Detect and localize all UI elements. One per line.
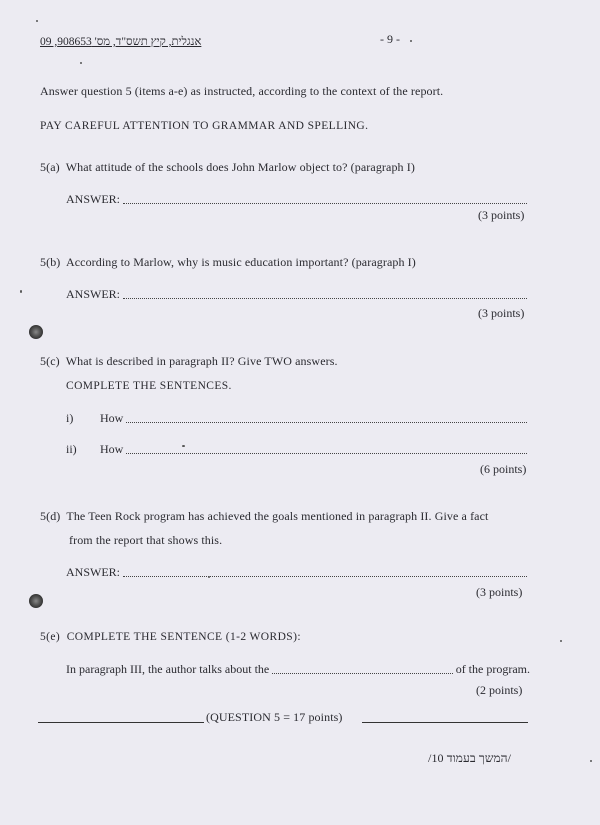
sentence-start: In paragraph III, the author talks about the xyxy=(66,662,270,676)
answer-label: ANSWER: xyxy=(66,565,120,579)
question-total: (QUESTION 5 = 17 points) xyxy=(206,710,343,724)
answer-blank-5b[interactable] xyxy=(123,297,527,299)
question-5e xyxy=(40,631,301,643)
sentence-5e xyxy=(66,662,530,677)
scan-mark xyxy=(29,594,43,608)
scan-speck xyxy=(590,760,592,762)
points-5d: (3 points) xyxy=(476,585,523,599)
answer-line-5c-i xyxy=(66,411,530,426)
points-5c: (6 points) xyxy=(480,462,527,476)
answer-line-5c-ii xyxy=(66,442,530,457)
points-5b: (3 points) xyxy=(478,306,525,320)
header-exam-info: אנגלית, קיץ תשס"ד, מס' 908653, 09 xyxy=(40,36,202,48)
scan-mark xyxy=(29,325,43,339)
question-text: The Teen Rock program has achieved the goals mentioned in paragraph II. Give a fact xyxy=(66,509,489,523)
points-5e: (2 points) xyxy=(476,683,523,697)
answer-line-5b xyxy=(66,287,530,302)
answer-blank-5d[interactable] xyxy=(123,575,527,577)
question-5d xyxy=(40,509,488,524)
question-text: COMPLETE THE SENTENCE (1-2 WORDS): xyxy=(66,631,301,643)
continue-note: /המשך בעמוד 10/ xyxy=(428,751,512,765)
answer-line-5d xyxy=(66,565,530,580)
item-word: How xyxy=(100,411,124,425)
question-label: 5(b) xyxy=(40,255,61,269)
question-text: According to Marlow, why is music education important? (paragraph I) xyxy=(65,255,416,269)
instructions-caps: PAY CAREFUL ATTENTION TO GRAMMAR AND SPELLING. xyxy=(40,120,369,132)
scan-speck xyxy=(208,576,210,578)
scan-speck xyxy=(410,40,412,42)
divider-right xyxy=(362,722,528,723)
question-5b xyxy=(40,255,416,270)
question-label: 5(a) xyxy=(40,160,60,174)
item-number: i) xyxy=(66,411,74,425)
scan-speck xyxy=(20,290,22,293)
question-label: 5(d) xyxy=(40,509,61,523)
question-label: 5(c) xyxy=(40,354,60,368)
instructions-line: Answer question 5 (items a-e) as instructed, according to the context of the report. xyxy=(40,84,444,98)
answer-label: ANSWER: xyxy=(66,287,120,301)
scan-speck xyxy=(182,445,185,447)
scan-speck xyxy=(560,640,562,642)
question-5c xyxy=(40,354,338,369)
answer-blank-5a[interactable] xyxy=(123,202,527,204)
question-text: What attitude of the schools does John Marlow object to? (paragraph I) xyxy=(65,160,415,174)
answer-blank-5e[interactable] xyxy=(272,672,452,674)
question-label: 5(e) xyxy=(40,631,61,643)
points-5a: (3 points) xyxy=(478,208,525,222)
question-text: What is described in paragraph II? Give TWO answers. xyxy=(65,354,338,368)
question-5a xyxy=(40,160,415,175)
scan-speck xyxy=(80,62,82,64)
sentence-end: of the program. xyxy=(455,662,530,676)
answer-blank-5c-i[interactable] xyxy=(126,421,527,423)
answer-blank-5c-ii[interactable] xyxy=(126,452,527,454)
answer-label: ANSWER: xyxy=(66,192,120,206)
item-number: ii) xyxy=(66,442,77,456)
divider-left xyxy=(38,722,204,723)
answer-line-5a xyxy=(66,192,530,207)
question-5d-continued: from the report that shows this. xyxy=(69,533,223,547)
item-word: How xyxy=(100,442,124,456)
scan-speck xyxy=(36,20,38,22)
page-number: - 9 - xyxy=(380,32,400,46)
sub-instruction-5c: COMPLETE THE SENTENCES. xyxy=(66,380,232,392)
